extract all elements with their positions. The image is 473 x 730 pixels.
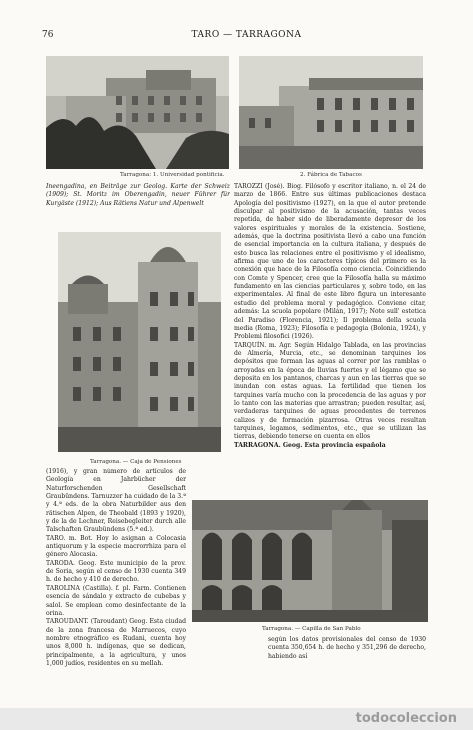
text-bottom-right [268,636,426,676]
text-left-column [46,468,186,684]
photo-tobacco-factory [239,56,423,169]
text-right-column [234,183,426,496]
entry-tarozzi: TAROZZI (José). Biog. Filósofo y escritor italiano, n. el 24 de marzo de 1866. Entre sus últimas publicaciones destaca Apología del positivismo (1927), en la que el autor pretende disculpar al positivismo de la acusación, tantas veces repetida, de haber sido de liberadamente depresor de los valores espirituales y morales de la existencia. Sostiene, además, que la doctrina positivista llevó a cabo una función de esencial importancia en la cultura italiana, y después de esto busca las relaciones entre el positivismo y el idealismo, afirma que uno de los caracteres típicos del primero es la conexión que hace de la Filosofía como ciencia. Coincidiendo con Comte y Spencer, cree que la Filosofía halla su máximo fundamento en las ciencias particulares y, sobre todo, en las experimentales. Al final de este libro figura un interesante estudio del problema moral y pedagógico. Conviene citar, además: La scuola popolare (Milán, 1917); Note sull' estetica del Paradiso (Florencia, 1921); Il problema della scuola media (Roma, 1923); Filosofía e pedagogia (Bolonia, 1924), y Problemi filosofici (1926). [234,183,426,341]
page-header [42,30,451,44]
running-title: TARO — TARRAGONA [191,30,302,40]
paragraph: Ineengadina, en Beiträge zur Geolog. Karte der Schweiz (1909); St. Moritz im Oberengadin, neuer Führer für Kurgäste (1912); Aus Rätiens Natur und Alpenwelt [46,183,230,207]
photo-university [46,56,229,169]
entry-tarragona: TARRAGONA. Geog. Esta provincia española [234,441,386,449]
paragraph: (1916), y gran número de artículos de Geología en Jahrbücher der Naturforschenden Gesellschaft Graubündens. Tarnuzzer ha cuidado de la 3.ª y 4.ª eds. de la obra Naturbilder aus den rätischen Alpen, de Theobald (1893 y 1920), y de la de Lechner, Reisebegleiter durch alle Talschaften Graubündens (5.ª ed.). [46,468,186,534]
watermark: todocoleccion [355,711,457,726]
photo-caja-pensiones [58,232,221,452]
paragraph: según los datos provisionales del censo de 1930 cuenta 350,654 h. de hecho y 351,296 de derecho, habiendo así [268,636,426,660]
caption-middle: Tarragona. — Caja de Pensiones [90,459,182,465]
page-number: 76 [42,30,54,40]
entry-taroudant: TAROUDANT. (Taroudant) Geog. Esta ciudad de la zona francesa de Marruecos, cuyo nombre etnográfico es Rudani, cuenta hoy unos 8,000 h. indígenas, que se dedican, principalmente, a la agricultura, y unos 1,000 judíos, residentes en su mellah. [46,618,186,667]
entry-tarquin: TARQUÍN. m. Agr. Según Hidalgo Tablada, en las provincias de Almería, Murcia, etc., se denominan tarquines los depósitos que forman las aguas al correr por las ramblas o arroyadas en la época de lluvias fuertes y el légamo que se deposita en los pantanos, charcas y aun en las tierras que se inundan con estas aguas. La fertilidad que tienen los tarquines varía mucho con la procedencia de las aguas y por lo tanto con las materias que arrastran; pueden resultar, así, verdaderas tarquines de aguas procedentes de terrenos calizos y de formación pizarrosa. Otras veces resultan tarquines, legamos, sedimentos, etc., que se utilizan las tierras, debiendo tenerse en cuenta en ellos [234,341,426,441]
text-left-intro [46,183,230,229]
caption-top-left: Tarragona: 1. Universidad pontificia. [120,172,225,178]
photo-capilla-san-pablo [192,500,428,622]
footer-bar [0,708,473,730]
entry-taro: TARO. m. Bot. Hoy lo asignan a Colocasia antiquorum y la especie macrorrhiza para el género Alocasia. [46,534,186,559]
entry-taroda: TARODA. Geog. Este municipio de la prov. de Soria, según el censo de 1930 cuenta 349 h. de hecho y 410 de derecho. [46,559,186,584]
entry-tarolina: TAROLINA (Castilla). f. pl. Farm. Contienen esencia de sándalo y extracto de cubebas y salol. Se emplean como desinfectante de la orina. [46,584,186,617]
caption-top-right: 2. Fábrica de Tabacos [300,172,362,178]
caption-bottom: Tarragona. — Capilla de San Pablo [262,626,361,632]
